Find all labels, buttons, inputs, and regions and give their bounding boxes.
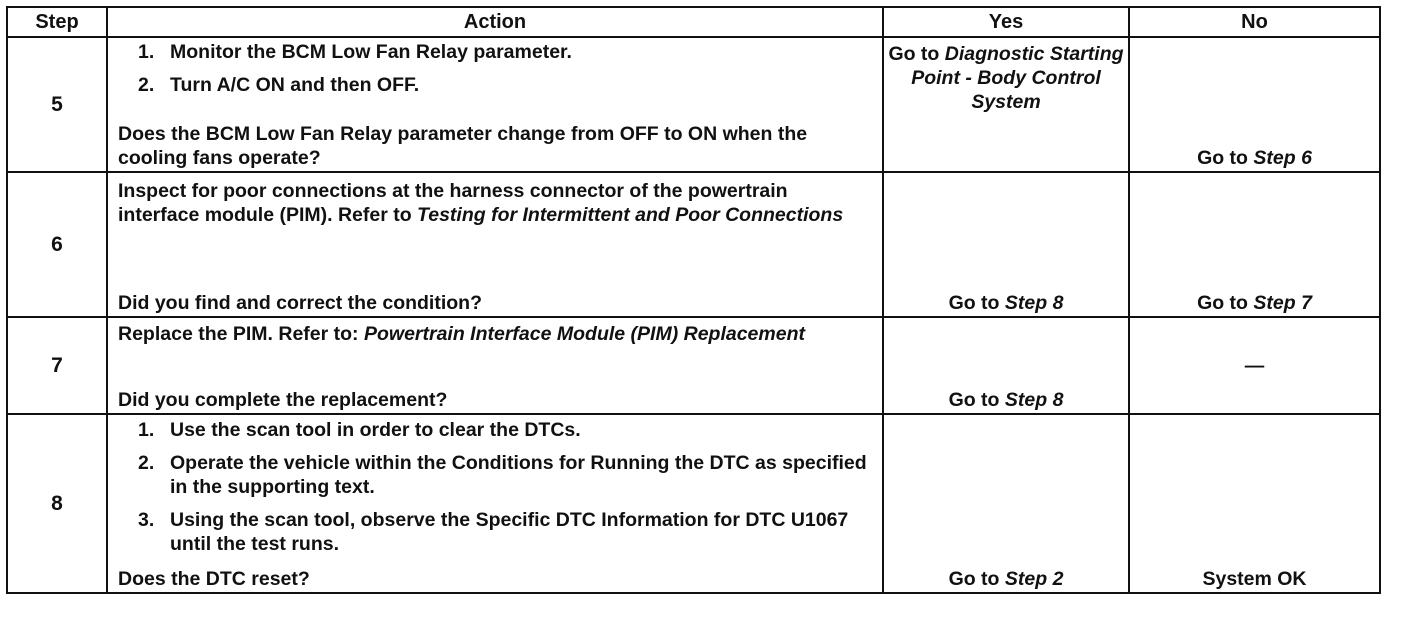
action-cell [107,414,883,593]
action-step-text: Using the scan tool, observe the Specific DTC Information for DTC U1067 until the test runs. [170,509,849,555]
table-row [7,317,1380,414]
yes-cell [883,37,1129,172]
no-cell [1129,172,1380,317]
action-text: Inspect for poor connections at the harness connector of the powertrain interface module (PIM). Refer to [118,180,788,226]
action-step-text: Use the scan tool in order to clear the DTCs. [170,419,581,441]
no-result: System OK [1202,568,1307,590]
header-step: Step [7,7,107,37]
step-number: 6 [7,172,107,317]
action-cell [107,317,883,414]
action-step-item: 3. Using the scan tool, observe the Specific DTC Information for DTC U1067 until the test runs. [138,508,872,556]
header-row [7,7,1380,37]
no-link[interactable]: Step 6 [1253,147,1312,169]
yes-link[interactable]: Step 8 [1004,389,1064,411]
action-step-item: 1. Monitor the BCM Low Fan Relay parameter. [138,40,872,64]
action-step-text: Turn A/C ON and then OFF. [170,74,420,96]
yes-cell [883,317,1129,414]
yes-prefix: Go to [948,568,1000,590]
table-row [7,414,1380,593]
no-cell [1129,37,1380,172]
header-no: No [1129,7,1380,37]
yes-cell [883,172,1129,317]
action-step-text: Monitor the BCM Low Fan Relay parameter. [170,41,572,63]
no-dash: — [1244,354,1265,377]
table-row [7,37,1380,172]
yes-cell [883,414,1129,593]
no-cell [1129,414,1380,593]
action-step-item: 2. Operate the vehicle within the Conditions for Running the DTC as specified in the supporting text. [138,451,872,499]
no-cell [1129,317,1380,414]
action-question: Does the BCM Low Fan Relay parameter change from OFF to ON when the cooling fans operate? [118,123,808,169]
action-step-item: 2. Turn A/C ON and then OFF. [138,73,872,97]
yes-link[interactable]: Step 2 [1004,568,1064,590]
diagnostic-table [6,6,1381,594]
action-question: Did you complete the replacement? [118,389,448,411]
step-number: 7 [7,317,107,414]
header-yes: Yes [883,7,1129,37]
action-step-item: 1. Use the scan tool in order to clear the DTCs. [138,418,872,442]
action-reference-link[interactable]: Testing for Intermittent and Poor Connections [417,204,844,226]
header-action: Action [107,7,883,37]
action-text: Replace the PIM. Refer to: [118,323,359,345]
action-question: Did you find and correct the condition? [118,292,482,314]
yes-prefix: Go to [948,389,1000,411]
yes-link[interactable]: Step 8 [1004,292,1064,314]
no-prefix: Go to [1197,147,1248,169]
action-cell [107,172,883,317]
step-number: 5 [7,37,107,172]
action-cell [107,37,883,172]
yes-prefix: Go to [888,43,940,65]
table-row [7,172,1380,317]
no-link[interactable]: Step 7 [1253,292,1312,314]
yes-prefix: Go to [948,292,1000,314]
action-question: Does the DTC reset? [118,568,310,590]
no-prefix: Go to [1197,292,1248,314]
action-reference-link[interactable]: Powertrain Interface Module (PIM) Replacement [363,323,805,345]
step-number: 8 [7,414,107,593]
yes-link[interactable]: Diagnostic Starting Point - Body Control System [911,43,1124,113]
action-step-text: Operate the vehicle within the Conditions for Running the DTC as specified in the supporting text. [170,452,867,498]
